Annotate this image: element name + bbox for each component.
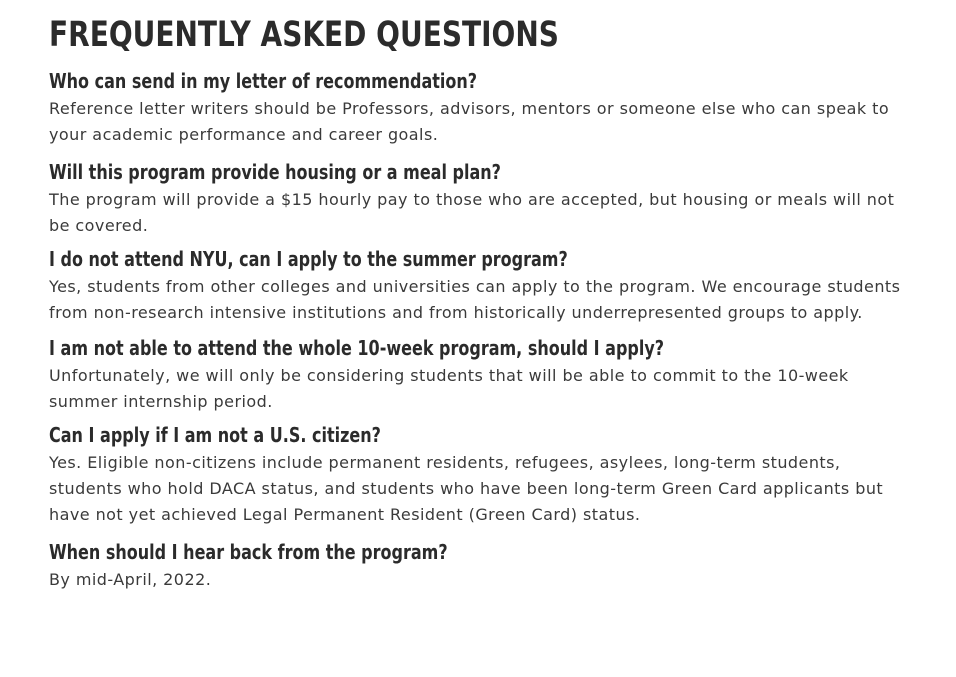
page-title: FREQUENTLY ASKED QUESTIONS — [49, 15, 559, 55]
faq-item — [49, 538, 916, 593]
faq-question: I am not able to attend the whole 10-week program, should I apply? — [49, 336, 665, 360]
faq-answer: Yes. Eligible non-citizens include permanent residents, refugees, asylees, long-term students, students who hold DACA status, and students who have been long-term Green Card applicants but have not yet achieved Legal Permanent Resident (Green Card) status. — [49, 453, 884, 524]
faq-question: I do not attend NYU, can I apply to the summer program? — [49, 247, 568, 271]
faq-answer: The program will provide a $15 hourly pay to those who are accepted, but housing or meals will not be covered. — [49, 190, 895, 235]
faq-item — [49, 334, 916, 415]
faq-question: When should I hear back from the program? — [49, 540, 448, 564]
faq-item — [49, 421, 916, 528]
faq-item — [49, 245, 916, 326]
faq-answer: Reference letter writers should be Professors, advisors, mentors or someone else who can speak to your academic performance and career goals. — [49, 99, 890, 144]
faq-answer: Yes, students from other colleges and universities can apply to the program. We encourage students from non-research intensive institutions and from historically underrepresented groups to apply. — [49, 277, 901, 322]
faq-answer: By mid-April, 2022. — [49, 570, 212, 589]
faq-question: Can I apply if I am not a U.S. citizen? — [49, 423, 381, 447]
faq-question: Who can send in my letter of recommendation? — [49, 69, 478, 93]
faq-item — [49, 67, 916, 148]
faq-question: Will this program provide housing or a meal plan? — [49, 160, 501, 184]
faq-answer: Unfortunately, we will only be considering students that will be able to commit to the 10-week summer internship period. — [49, 366, 849, 411]
faq-item — [49, 158, 916, 239]
faq-list — [49, 67, 916, 593]
